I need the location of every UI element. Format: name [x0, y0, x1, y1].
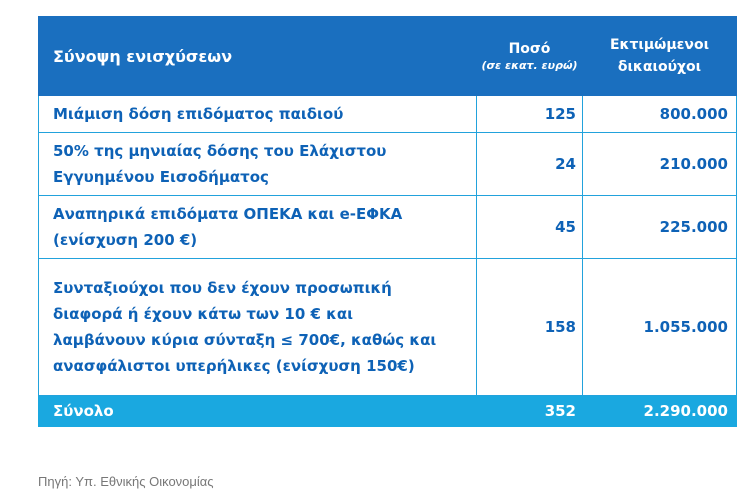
row-amount: 125	[477, 96, 583, 133]
row-description-line: διαφορά ή έχουν κάτω των 10 € και	[53, 305, 353, 323]
row-description-line: λαμβάνουν κύρια σύνταξη ≤ 700€, καθώς και	[53, 331, 437, 349]
total-label: Σύνολο	[39, 396, 477, 427]
row-description-line: Μιάμιση δόση επιδόματος παιδιού	[53, 105, 344, 123]
row-beneficiaries: 210.000	[583, 133, 737, 196]
header-amount-unit: (σε εκατ. ευρώ)	[481, 58, 578, 72]
total-beneficiaries: 2.290.000	[583, 396, 737, 427]
header-summary: Σύνοψη ενισχύσεων	[39, 17, 477, 96]
row-amount: 45	[477, 196, 583, 259]
header-row	[39, 17, 737, 96]
row-beneficiaries: 225.000	[583, 196, 737, 259]
row-description	[39, 96, 477, 133]
row-description-line: ανασφάλιστοι υπερήλικες (ενίσχυση 150€)	[53, 357, 415, 375]
table-row	[39, 259, 737, 396]
row-description	[39, 196, 477, 259]
total-amount: 352	[477, 396, 583, 427]
row-description-line: Εγγυημένου Εισοδήματος	[53, 168, 269, 186]
row-description-line: (ενίσχυση 200 €)	[53, 231, 198, 249]
row-description-line: 50% της μηνιαίας δόσης του Ελάχιστου	[53, 142, 387, 160]
row-description	[39, 133, 477, 196]
table-row	[39, 133, 737, 196]
header-amount	[477, 17, 583, 96]
table-row	[39, 196, 737, 259]
row-amount: 158	[477, 259, 583, 396]
total-row	[39, 396, 737, 427]
row-beneficiaries: 1.055.000	[583, 259, 737, 396]
header-beneficiaries	[583, 17, 737, 96]
row-description	[39, 259, 477, 396]
row-beneficiaries: 800.000	[583, 96, 737, 133]
row-amount: 24	[477, 133, 583, 196]
support-summary-table	[38, 16, 737, 427]
source-note: Πηγή: Υπ. Εθνικής Οικονομίας	[38, 474, 214, 489]
header-beneficiaries-line2: δικαιούχοι	[617, 59, 702, 75]
header-beneficiaries-line1: Εκτιμώμενοι	[609, 37, 710, 53]
row-description-line: Συνταξιούχοι που δεν έχουν προσωπική	[53, 279, 392, 297]
header-amount-label: Ποσό	[508, 40, 551, 57]
row-description-line: Αναπηρικά επιδόματα ΟΠΕΚΑ και e-ΕΦΚΑ	[53, 205, 403, 223]
table-row	[39, 96, 737, 133]
